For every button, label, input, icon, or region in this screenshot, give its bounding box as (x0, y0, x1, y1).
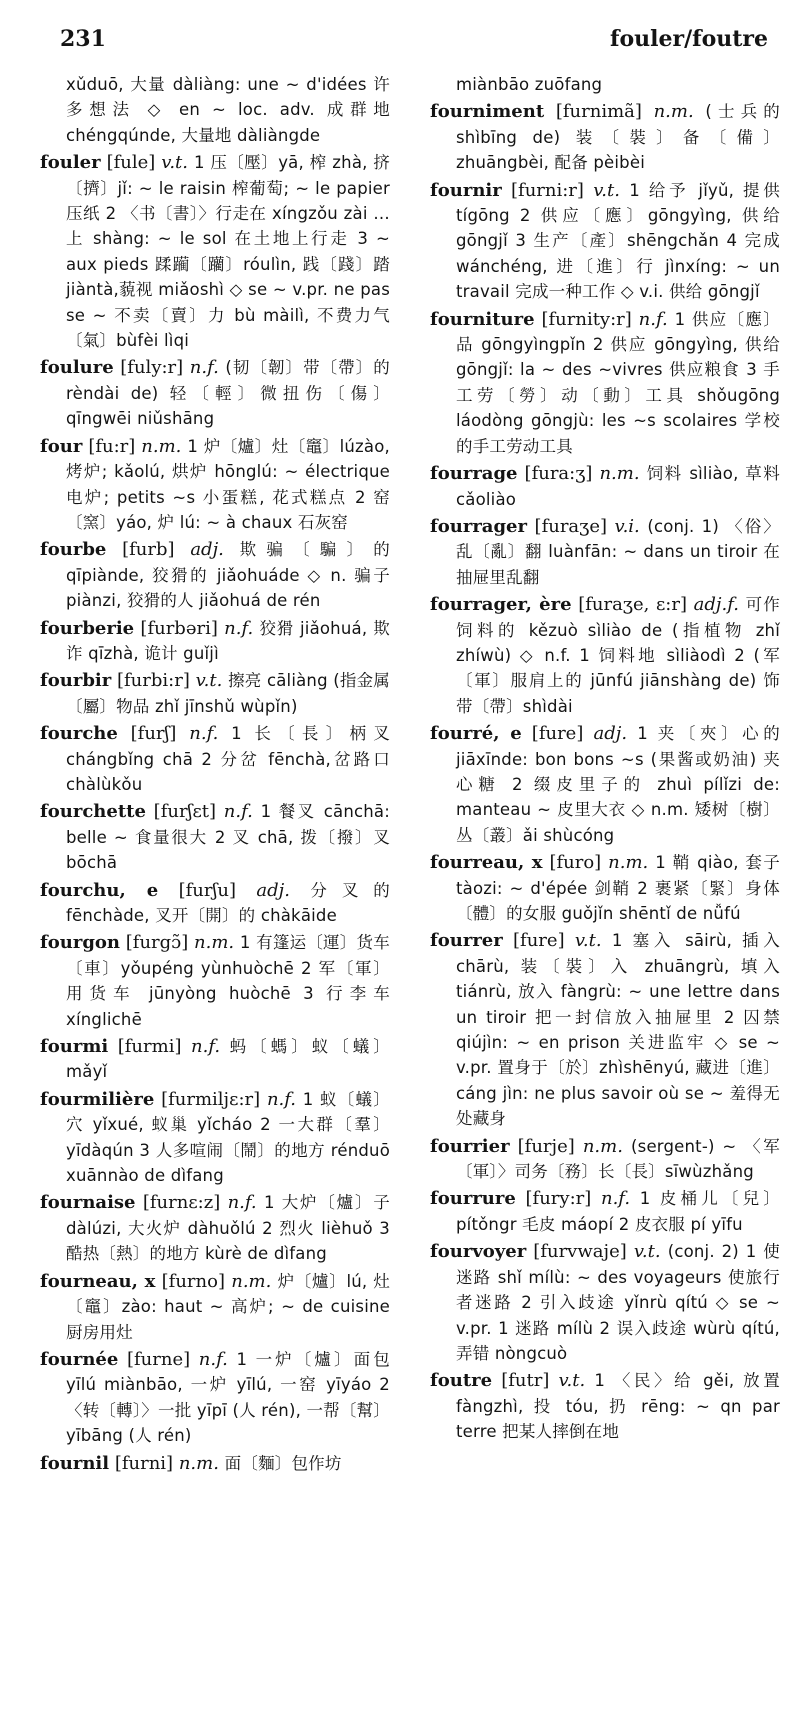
dictionary-entry (430, 592, 780, 719)
entry-headword: fourneau, x (40, 1270, 156, 1292)
entry-pronunciation: [furaʒe, ɛ:r] (578, 594, 688, 616)
entry-definition: (士兵的 shìbīng de) 装〔裝〕备〔備〕zhuāngbèi, 配备 pèibèi (456, 102, 780, 173)
dictionary-entry (430, 1239, 780, 1366)
entry-pronunciation: [furb] (122, 539, 175, 561)
entry-headword: fourchu, e (40, 879, 159, 901)
dictionary-entry (40, 1190, 390, 1266)
entry-definition: 1 餐叉 cānchā: belle ~ 食量很大 2 叉 chā, 拨〔撥〕叉 bōchā (66, 802, 390, 873)
dictionary-entry (40, 721, 390, 797)
entry-headword: foulure (40, 357, 114, 379)
right-column (430, 72, 780, 1447)
entry-definition: (韧〔韌〕带〔帶〕的 rèndài de) 轻〔輕〕微扭伤〔傷〕qīngwēi niǔshāng (66, 358, 390, 429)
entry-definition: 1 压〔壓〕yā, 榨 zhà, 挤〔擠〕jǐ: ~ le raisin 榨葡萄; ~ le papier 压纸 2 〈书〔書〕〉行走在 xíngzǒu zài …上 shàng: ~ le sol 在土地上行走 3 ~ aux pieds 蹂躏〔躪〕róulìn, 践〔踐〕踏 jiàntà,藐视 miǎoshì ◇ se ~ v.pr. ne pas se ~ 不卖〔賣〕力 bù màilì, 不费力气〔氣〕bùfèi lìqi (66, 153, 390, 351)
entry-part-of-speech: n.f. (224, 617, 254, 639)
entry-headword: fourmi (40, 1036, 109, 1058)
entry-part-of-speech: n.f. (638, 308, 668, 330)
entry-pronunciation: [fure] (531, 723, 584, 745)
entry-pronunciation: [futr] (501, 1370, 550, 1392)
entry-part-of-speech: adj. (256, 879, 290, 901)
entry-headword: foutre (430, 1370, 493, 1392)
entry-definition: 1 鞘 qiào, 套子 tàozi: ~ d'épée 剑鞘 2 裹紧〔緊〕身体〔體〕的女服 guǒjǐn shēntǐ de nǚfú (456, 853, 780, 923)
entry-pronunciation: [furbəri] (140, 617, 218, 639)
entry-part-of-speech: n.m. (582, 1135, 623, 1157)
entry-pronunciation: [fury:r] (525, 1188, 592, 1210)
entry-pronunciation: [fule] (106, 152, 156, 174)
entry-definition: miànbāo zuōfang (456, 75, 603, 94)
entry-headword: fourreau, x (430, 852, 543, 874)
dictionary-entry (430, 1368, 780, 1444)
entry-headword: fourniment (430, 101, 545, 123)
page-number: 231 (60, 26, 106, 52)
dictionary-entry (40, 1451, 390, 1476)
entry-pronunciation: [furʃ] (130, 723, 177, 745)
entry-pronunciation: [fure] (513, 930, 565, 952)
entry-part-of-speech: adj. (190, 539, 224, 561)
entry-part-of-speech: n.m. (608, 852, 649, 874)
entry-headword: fournir (430, 179, 502, 201)
entry-definition: 1 〈民〉给 gěi, 放置 fàngzhì, 投 tóu, 扔 rēng: ~ qn par terre 把某人摔倒在地 (456, 1371, 780, 1442)
entry-definition: 擦亮 cāliàng (指金属〔屬〕物品 zhǐ jīnshǔ wùpǐn) (66, 671, 390, 716)
entry-part-of-speech: v.t. (574, 930, 602, 952)
dictionary-entry (40, 434, 390, 536)
entry-pronunciation: [furne] (126, 1348, 191, 1370)
entry-pronunciation: [fura:ʒ] (524, 463, 593, 485)
entry-definition: 1 炉〔爐〕灶〔竈〕lúzào, 烤炉; kǎolú, 烘炉 hōnglú: ~ électrique 电炉; petits ~s 小蛋糕, 花式糕点 2 窑〔窯〕yáo, 炉 lú: ~ à chaux 石灰窑 (66, 436, 390, 532)
entry-part-of-speech: v.t. (633, 1241, 661, 1263)
entry-part-of-speech: v.t. (195, 670, 223, 692)
dictionary-entry (40, 537, 390, 613)
entry-definition: 1 夹〔夾〕心的 jiāxīnde: bon bons ~s (果酱或奶油) 夹心糖 2 缀皮里子的 zhuì pílǐzi de: manteau ~ 皮里大衣 ◇ n.m. 矮树〔樹〕丛〔叢〕ǎi shùcóng (456, 724, 780, 845)
entry-part-of-speech: n.f. (223, 801, 253, 823)
entry-pronunciation: [furʃu] (178, 879, 236, 901)
entry-headword: fourvoyer (430, 1241, 527, 1263)
entry-part-of-speech: v.i. (614, 515, 640, 537)
entry-definition: xǔduō, 大量 dàliàng: une ~ d'idées 许多想法 ◇ en ~ loc. adv. 成群地 chéngqúnde, 大量地 dàliàngde (66, 75, 390, 145)
entry-headword: fourbir (40, 670, 112, 692)
entry-pronunciation: [furnɛ:z] (142, 1192, 221, 1214)
entry-pronunciation: [furno] (161, 1270, 225, 1292)
entry-pronunciation: [furvwaje] (533, 1241, 627, 1263)
dictionary-entry (430, 307, 780, 459)
entry-part-of-speech: adj.f. (693, 594, 739, 616)
entry-pronunciation: [furnity:r] (541, 308, 632, 330)
entry-part-of-speech: n.f. (227, 1192, 257, 1214)
entry-definition: 面〔麵〕包作坊 (224, 1453, 342, 1473)
entry-definition: 1 皮桶儿〔兒〕pítǒngr 毛皮 máopí 2 皮衣服 pí yīfu (456, 1189, 780, 1234)
entry-part-of-speech: n.m. (653, 101, 694, 123)
entry-pronunciation: [furbi:r] (116, 670, 190, 692)
entry-headword: fourrer (430, 930, 503, 952)
dictionary-entry (430, 72, 780, 97)
entry-definition: 1 有篷运〔運〕货车〔車〕yǒupéng yùnhuòchē 2 军〔軍〕用货车 jūnyòng huòchē 3 行李车 xínglichē (66, 933, 390, 1029)
entry-headword: fourchette (40, 801, 146, 823)
left-column (40, 72, 390, 1478)
entry-definition: 1 蚁〔蟻〕穴 yǐxué, 蚁巢 yǐcháo 2 一大群〔羣〕yīdàqún 3 人多喧闹〔鬧〕的地方 rénduō xuānnào de dìfang (66, 1089, 390, 1186)
running-head: fouler/foutre (610, 26, 768, 52)
entry-part-of-speech: n.m. (599, 463, 640, 485)
entry-pronunciation: [furʃɛt] (153, 801, 217, 823)
entry-headword: fourniture (430, 308, 535, 330)
entry-part-of-speech: v.t. (593, 179, 620, 201)
dictionary-entry (40, 72, 390, 148)
dictionary-entry (430, 461, 780, 512)
dictionary-entry (430, 99, 780, 175)
entry-pronunciation: [fu:r] (88, 435, 136, 457)
entry-pronunciation: [fuly:r] (120, 357, 184, 379)
dictionary-entry (40, 616, 390, 667)
dictionary-entry (430, 721, 780, 848)
entry-headword: fourberie (40, 617, 135, 639)
dictionary-entry (40, 878, 390, 929)
entry-headword: fourche (40, 723, 118, 745)
dictionary-entry (40, 930, 390, 1032)
entry-pronunciation: [furje] (517, 1135, 575, 1157)
entry-part-of-speech: n.f. (189, 357, 219, 379)
dictionary-entry (430, 1134, 780, 1185)
dictionary-entry (40, 1269, 390, 1345)
page-header (40, 26, 768, 56)
entry-pronunciation: [furni] (114, 1452, 174, 1474)
entry-definition: 1 一炉〔爐〕面包 yīlú miànbāo, 一炉 yīlú, 一窑 yīyáo 2 〈转〔轉〕〉一批 yīpī (人 rén), 一帮〔幫〕yībāng (人 rén) (66, 1349, 390, 1446)
entry-pronunciation: [furni:r] (511, 179, 584, 201)
dictionary-entry (430, 850, 780, 926)
entry-definition: 炉〔爐〕lú, 灶〔竈〕zào: haut ~ 高炉; ~ de cuisine 厨房用灶 (66, 1271, 390, 1342)
dictionary-entry (40, 668, 390, 719)
entry-headword: fouler (40, 152, 101, 174)
entry-definition: (conj. 1) 〈俗〉乱〔亂〕翻 luànfān: ~ dans un tiroir 在抽屉里乱翻 (456, 516, 780, 587)
dictionary-entry (430, 178, 780, 305)
entry-headword: fourrier (430, 1135, 510, 1157)
dictionary-entry (40, 799, 390, 875)
dictionary-entry (40, 355, 390, 431)
entry-headword: fournil (40, 1452, 110, 1474)
dictionary-entry (40, 150, 390, 353)
entry-part-of-speech: n.f. (198, 1348, 228, 1370)
entry-pronunciation: [furmi] (117, 1036, 182, 1058)
entry-pronunciation: [furo] (549, 852, 602, 874)
entry-definition: 欺骗〔騙〕的 qīpiànde, 狡猾的 jiǎohuáde ◇ n. 骗子 piànzi, 狡猾的人 jiǎohuá de rén (66, 540, 391, 611)
dictionary-entry (40, 1087, 390, 1189)
entry-headword: fourrure (430, 1188, 516, 1210)
entry-definition: 分叉的 fēnchàde, 叉开〔開〕的 chàkāide (66, 880, 390, 925)
entry-pronunciation: [furaʒe] (534, 515, 607, 537)
entry-headword: fourbe (40, 539, 107, 561)
entry-headword: fournaise (40, 1192, 136, 1214)
entry-part-of-speech: v.t. (161, 152, 189, 174)
entry-headword: fourgon (40, 932, 120, 954)
dictionary-entry (430, 928, 780, 1131)
entry-part-of-speech: n.m. (231, 1270, 272, 1292)
entry-part-of-speech: n.m. (178, 1452, 219, 1474)
entry-definition: (sergent-) ~ 〈军〔軍〕〉司务〔務〕长〔長〕sīwùzhǎng (456, 1136, 780, 1182)
entry-headword: four (40, 435, 83, 457)
entry-definition: 1 供应〔應〕品 gōngyìngpǐn 2 供应 gōngyìng, 供给 gōngjǐ: la ~ des ~vivres 供应粮食 3 手工劳〔勞〕动〔動〕工具 shǒugōng láodòng gōngjù: les ~s scolaires 学校的手工劳动工具 (456, 309, 780, 456)
dictionary-entry (40, 1034, 390, 1085)
dictionary-entry (40, 1347, 390, 1449)
entry-headword: fourré, e (430, 723, 522, 745)
entry-part-of-speech: n.f. (191, 1036, 221, 1058)
entry-definition: (conj. 2) 1 使迷路 shǐ mílù: ~ des voyageurs 使旅行者迷路 2 引入歧途 yǐnrù qítú ◇ se ~ v.pr. 1 迷路 mílù 2 误入歧途 wùrù qítú, 弄错 nòngcuò (456, 1242, 780, 1363)
dictionary-entry (430, 1186, 780, 1237)
entry-definition: 1 塞入 sāirù, 插入 chārù, 装〔裝〕入 zhuāngrù, 填入 tiánrù, 放入 fàngrù: ~ une lettre dans un tiroir 把一封信放入抽屉里 2 囚禁 qiújìn: ~ en prison 关进监牢 ◇ se ~ v.pr. 置身于〔於〕zhìshēnyú, 藏进〔進〕cáng jìn: ne plus savoir où se ~ 羞得无处藏身 (456, 931, 780, 1129)
entry-definition: 可作饲料的 kězuò sìliào de (指植物 zhǐ zhíwù) ◇ n.f. 1 饲料地 sìliàodì 2 (军〔軍〕服肩上的 jūnfú jiānshàng de) 饰带〔帶〕shìdài (456, 595, 780, 716)
entry-pronunciation: [furmiljɛ:r] (161, 1088, 261, 1110)
dictionary-entry (430, 514, 780, 590)
entry-headword: fourrager (430, 515, 527, 537)
entry-part-of-speech: n.f. (189, 723, 219, 745)
entry-definition: 狡猾 jiǎohuá, 欺诈 qīzhà, 诡计 guǐjì (66, 618, 390, 663)
entry-definition: 蚂〔螞〕蚁〔蟻〕mǎyǐ (66, 1037, 390, 1082)
entry-part-of-speech: n.f. (266, 1088, 296, 1110)
entry-pronunciation: [furgɔ̃] (125, 932, 189, 954)
entry-headword: fourrage (430, 463, 518, 485)
entry-part-of-speech: adj. (593, 723, 628, 745)
entry-definition: 饲料 sìliào, 草料 cǎoliào (456, 464, 780, 509)
entry-pronunciation: [furnimã] (555, 101, 642, 123)
entry-headword: fournée (40, 1348, 119, 1370)
entry-part-of-speech: n.f. (600, 1188, 631, 1210)
entry-headword: fourmilière (40, 1088, 155, 1110)
entry-definition: 1 长〔長〕柄叉 chángbǐng chā 2 分岔 fēnchà,岔路口 chàlùkǒu (66, 724, 390, 794)
entry-part-of-speech: n.m. (194, 932, 235, 954)
entry-headword: fourrager, ère (430, 594, 572, 616)
entry-part-of-speech: v.t. (558, 1370, 586, 1392)
entry-part-of-speech: n.m. (141, 435, 182, 457)
entry-definition: 1 大炉〔爐〕子 dàlúzi, 大火炉 dàhuǒlú 2 烈火 lièhuǒ 3 酷热〔熱〕的地方 kùrè de dìfang (66, 1193, 390, 1264)
entry-definition: 1 给予 jǐyǔ, 提供 tígōng 2 供应〔應〕gōngyìng, 供给 gōngjǐ 3 生产〔產〕shēngchǎn 4 完成 wánchéng, 进〔進〕行 jìnxíng: ~ un travail 完成一种工作 ◇ v.i. 供给 gōngjǐ (456, 180, 780, 302)
